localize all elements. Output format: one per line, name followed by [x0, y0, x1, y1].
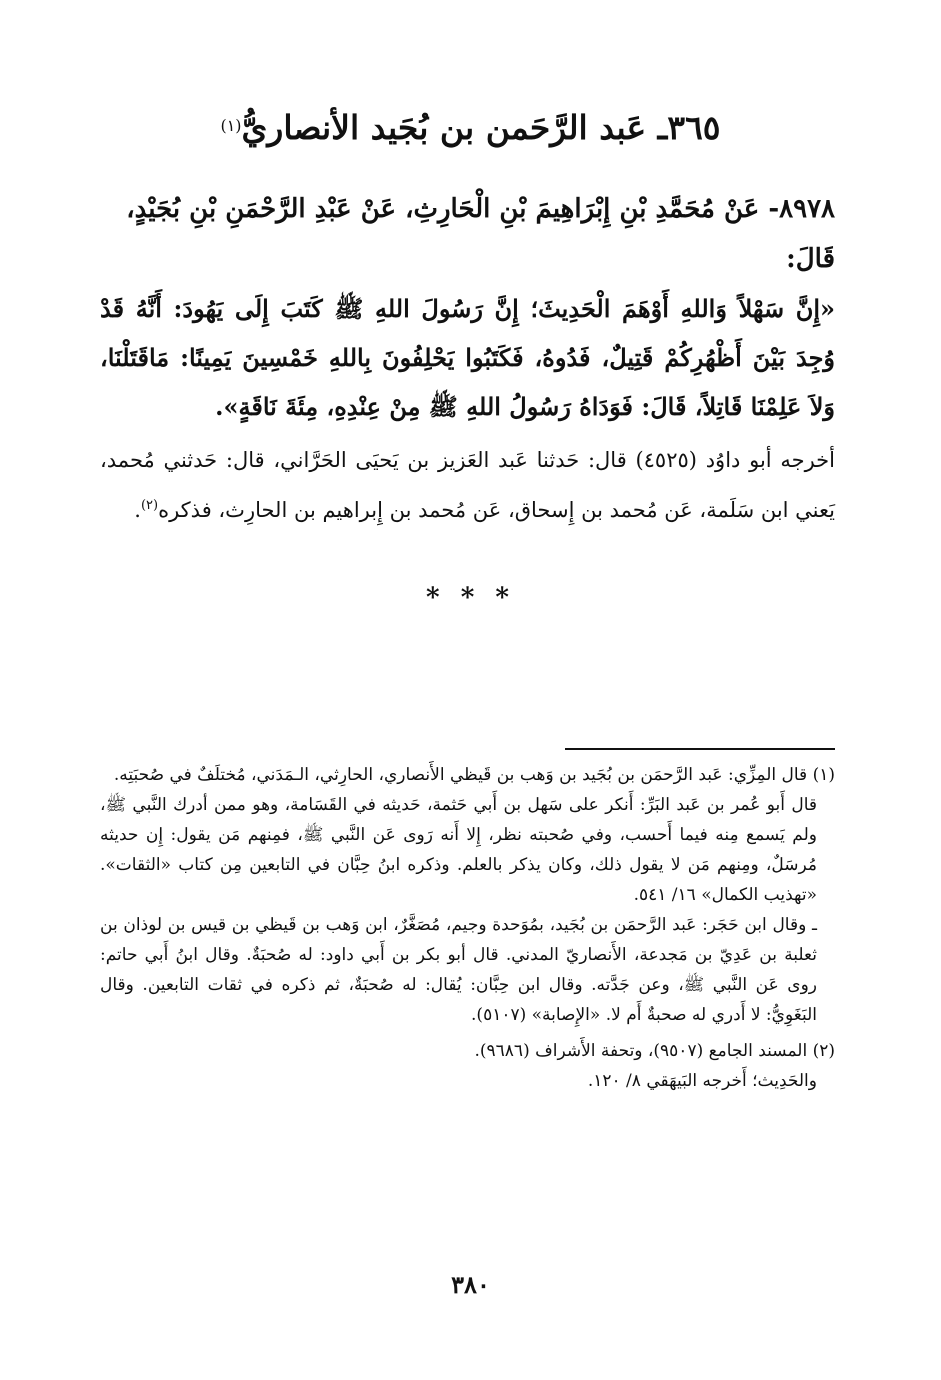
section-separator: * * *: [426, 583, 515, 613]
page-number: ٣٨٠: [451, 1270, 490, 1299]
hadith-isnad: ٨٩٧٨- عَنْ مُحَمَّدِ بْنِ إِبْرَاهِيمَ بْنِ الْحَارِثِ، عَنْ عَبْدِ الرَّحْمَنِ بْنِ بُجَيْدٍ، قَالَ:: [126, 194, 835, 274]
footnote-1: (١) قال المِزِّي: عَبد الرَّحمَن بن بُجَيد بن وَهب بن قَيظي الأَنصاري، الحارِثي، الـمَدَني، مُختلَفٌ في صُحبَتِه.: [113, 765, 835, 785]
footnote-divider: [565, 748, 835, 750]
footnote-1-paragraph-3: ـ وقال ابن حَجَر: عَبد الرَّحمَن بن بُجَيد، بمُوَحدة وجيم، مُصَغَّرٌ، ابن وَهب بن قَيظي بن قيس بن لوذان بن ثعلبة بن عَدِيّ بن مَجدعة، الأَنصاريّ المدني. قال أبو بكر بن أَبي داود: له صُحبَةٌ. وقال ابنُ أَبي حاتم: روى عَن النَّبي ﷺ، وعن جَدَّته. وقال ابن حِبَّان: يُقال: له صُحبَةٌ، ثم ذكره في ثقات التابعين. وقال البَغَوِيُّ: لا أَدري له صحبةٌ أَم لا. «الإِصابة» (٥١٠٧).: [100, 915, 817, 1025]
hadith-matn: «إِنَّ سَهْلاً وَاللهِ أَوْهَمَ الْحَدِيثَ؛ إِنَّ رَسُولَ اللهِ ﷺ كَتَبَ إِلَى يَهُودَ: أَنَّهُ قَدْ وُجِدَ بَيْنَ أَظْهُرِكُمْ قَتِيلٌ، فَدُوهُ، فَكَتَبُوا يَحْلِفُونَ بِاللهِ خَمْسِينَ يَمِينًا: مَاقَتَلْنَا، وَلاَ عَلِمْنَا قَاتِلاً، قَالَ: فَوَدَاهُ رَسُولُ اللهِ ﷺ مِنْ عِنْدِهِ، مِئَةَ نَاقَةٍ».: [100, 294, 835, 421]
takhrij-end: .: [134, 498, 141, 522]
entry-title-text: ٣٦٥ـ عَبد الرَّحَمن بن بُجَيد الأنصاريُّ: [241, 108, 721, 147]
footnote-ref-2[interactable]: (٢): [140, 498, 159, 513]
footnote-ref-1[interactable]: (١): [220, 116, 242, 135]
takhrij-text: أخرجه أبو داوُد (٤٥٢٥) قال: حَدثنا عَبد العَزيز بن يَحيَى الحَرَّاني، قال: حَدثني مُحمد، يَعني ابن سَلَمة، عَن مُحمد بن إِسحاق، عَن مُحمد بن إِبراهيم بن الحارِث، فذكره: [100, 448, 835, 522]
footnotes-section: [100, 760, 835, 1096]
takhrij-paragraph: [100, 437, 835, 533]
footnote-1-paragraph-2: قال أَبو عُمر بن عَبد البَرِّ: أَنكر على سَهل بن أَبي حَثمة، حَديثه في القَسَامة، وهو ممن أدرك النَّبي ﷺ، ولم يَسمع مِنه فيما أَحسب، وفي صُحبته نظر، إِلا أَنه رَوى عَن النَّبي ﷺ، فمِنهم مَن يقول: إِن حديثه مُرسَلٌ، ومِنهم مَن لا يقول ذلك، وكان يذكر بالعلم. وذكره ابنُ حِبَّان في التابعين مِن كتاب «الثقات». «تهذيب الكمال» ١٦/ ٥٤١.: [100, 795, 817, 905]
footnote-2: (٢) المسند الجامع (٩٥٠٧)، وتحفة الأَشراف (٩٦٨٦).: [474, 1041, 835, 1061]
entry-title: [110, 100, 831, 156]
footnote-2-paragraph-2: والحَدِيث؛ أَخرجه البَيهَقي ٨/ ١٢٠.: [587, 1071, 817, 1091]
